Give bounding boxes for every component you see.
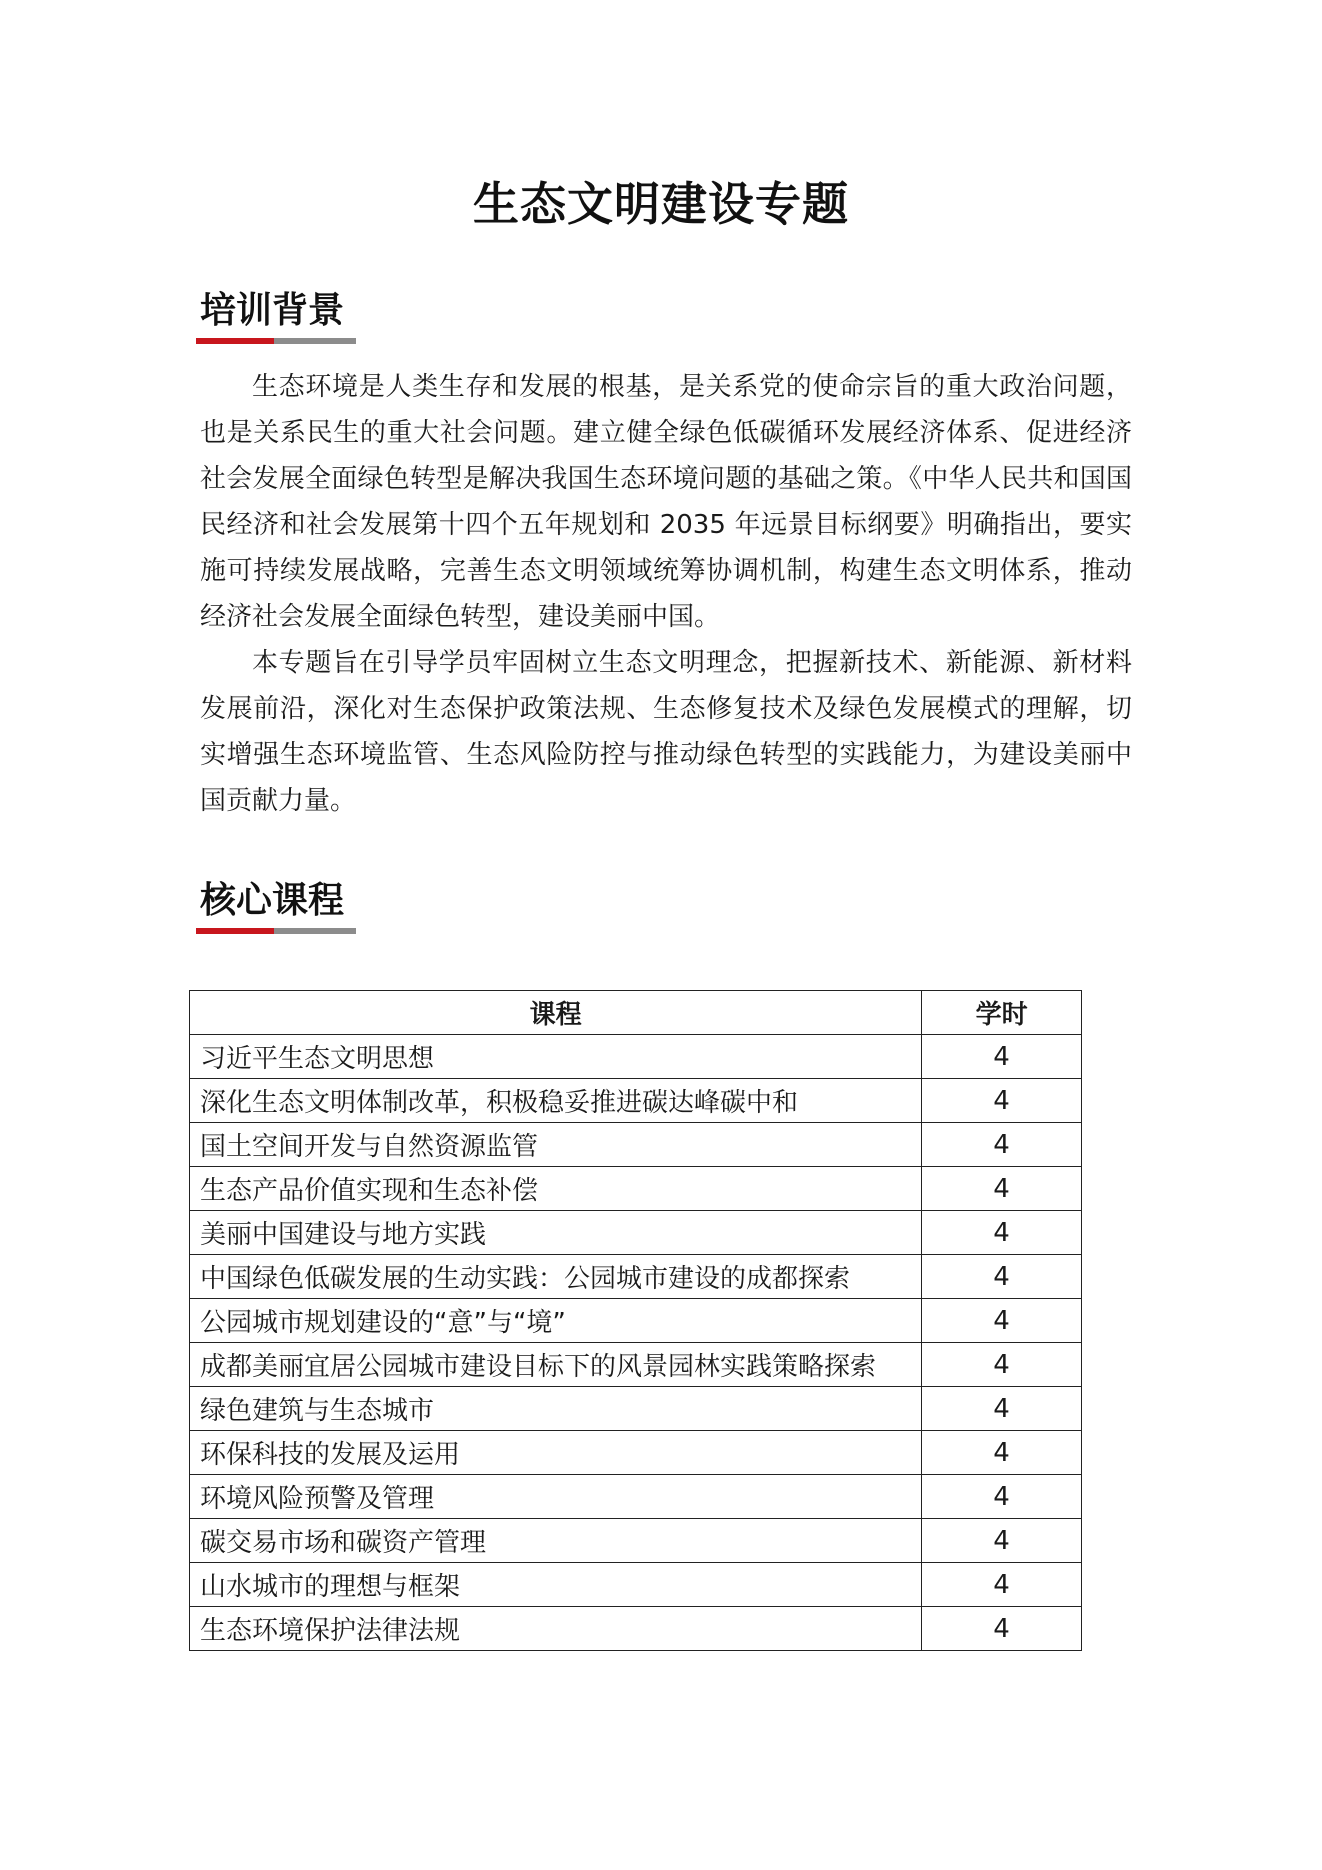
course-name: 国土空间开发与自然资源监管 xyxy=(190,1123,922,1167)
table-row xyxy=(190,1123,1082,1167)
course-hours: 4 xyxy=(922,1387,1082,1431)
course-hours: 4 xyxy=(922,1607,1082,1651)
table-row xyxy=(190,1255,1082,1299)
table-row xyxy=(190,1211,1082,1255)
course-hours: 4 xyxy=(922,1255,1082,1299)
table-row xyxy=(190,1079,1082,1123)
background-paragraph-2: 本专题旨在引导学员牢固树立生态文明理念，把握新技术、新能源、新材料发展前沿，深化对生态保护政策法规、生态修复技术及绿色发展模式的理解，切实增强生态环境监管、生态风险防控与推动绿色转型的实践能力，为建设美丽中国贡献力量。 xyxy=(200,648,1132,816)
course-hours: 4 xyxy=(922,1299,1082,1343)
course-name: 山水城市的理想与框架 xyxy=(190,1563,922,1607)
table-row xyxy=(190,1343,1082,1387)
course-hours: 4 xyxy=(922,1079,1082,1123)
table-row xyxy=(190,1519,1082,1563)
background-paragraph-1: 生态环境是人类生存和发展的根基，是关系党的使命宗旨的重大政治问题，也是关系民生的重大社会问题。建立健全绿色低碳循环发展经济体系、促进经济社会发展全面绿色转型是解决我国生态环境问题的基础之策。《中华人民共和国国民经济和社会发展第十四个五年规划和 2035 年远景目标纲要》明确指出，要实施可持续发展战略，完善生态文明领域统筹协调机制，构建生态文明体系，推动经济社会发展全面绿色转型，建设美丽中国。 xyxy=(200,372,1132,632)
table-row xyxy=(190,1035,1082,1079)
course-hours: 4 xyxy=(922,1475,1082,1519)
section-underline-courses xyxy=(196,928,356,934)
underline-red-bar xyxy=(196,928,274,934)
course-name: 环境风险预警及管理 xyxy=(190,1475,922,1519)
course-hours: 4 xyxy=(922,1563,1082,1607)
section-heading-courses: 核心课程 xyxy=(200,880,345,921)
course-hours: 4 xyxy=(922,1519,1082,1563)
page-title: 生态文明建设专题 xyxy=(473,177,849,231)
course-name: 生态环境保护法律法规 xyxy=(190,1607,922,1651)
column-header-hours: 学时 xyxy=(922,991,1082,1035)
table-row xyxy=(190,1387,1082,1431)
course-name: 中国绿色低碳发展的生动实践：公园城市建设的成都探索 xyxy=(190,1255,922,1299)
course-name: 碳交易市场和碳资产管理 xyxy=(190,1519,922,1563)
course-hours: 4 xyxy=(922,1035,1082,1079)
section-underline-background xyxy=(196,338,356,344)
course-hours: 4 xyxy=(922,1211,1082,1255)
underline-gray-bar xyxy=(274,928,356,934)
course-table-body xyxy=(190,1035,1082,1651)
background-body xyxy=(200,364,1132,824)
course-hours: 4 xyxy=(922,1431,1082,1475)
course-name: 生态产品价值实现和生态补偿 xyxy=(190,1167,922,1211)
course-name: 深化生态文明体制改革，积极稳妥推进碳达峰碳中和 xyxy=(190,1079,922,1123)
course-name: 环保科技的发展及运用 xyxy=(190,1431,922,1475)
course-table xyxy=(189,990,1082,1651)
table-row xyxy=(190,1299,1082,1343)
course-hours: 4 xyxy=(922,1167,1082,1211)
course-hours: 4 xyxy=(922,1123,1082,1167)
table-row xyxy=(190,1167,1082,1211)
table-row xyxy=(190,1475,1082,1519)
column-header-course: 课程 xyxy=(190,991,922,1035)
course-hours: 4 xyxy=(922,1343,1082,1387)
course-name: 美丽中国建设与地方实践 xyxy=(190,1211,922,1255)
table-row xyxy=(190,1607,1082,1651)
course-name: 成都美丽宜居公园城市建设目标下的风景园林实践策略探索 xyxy=(190,1343,922,1387)
course-name: 公园城市规划建设的“意”与“境” xyxy=(190,1299,922,1343)
underline-red-bar xyxy=(196,338,274,344)
course-name: 绿色建筑与生态城市 xyxy=(190,1387,922,1431)
table-header-row xyxy=(190,991,1082,1035)
section-heading-background: 培训背景 xyxy=(200,290,345,331)
underline-gray-bar xyxy=(274,338,356,344)
course-name: 习近平生态文明思想 xyxy=(190,1035,922,1079)
table-row xyxy=(190,1431,1082,1475)
table-row xyxy=(190,1563,1082,1607)
